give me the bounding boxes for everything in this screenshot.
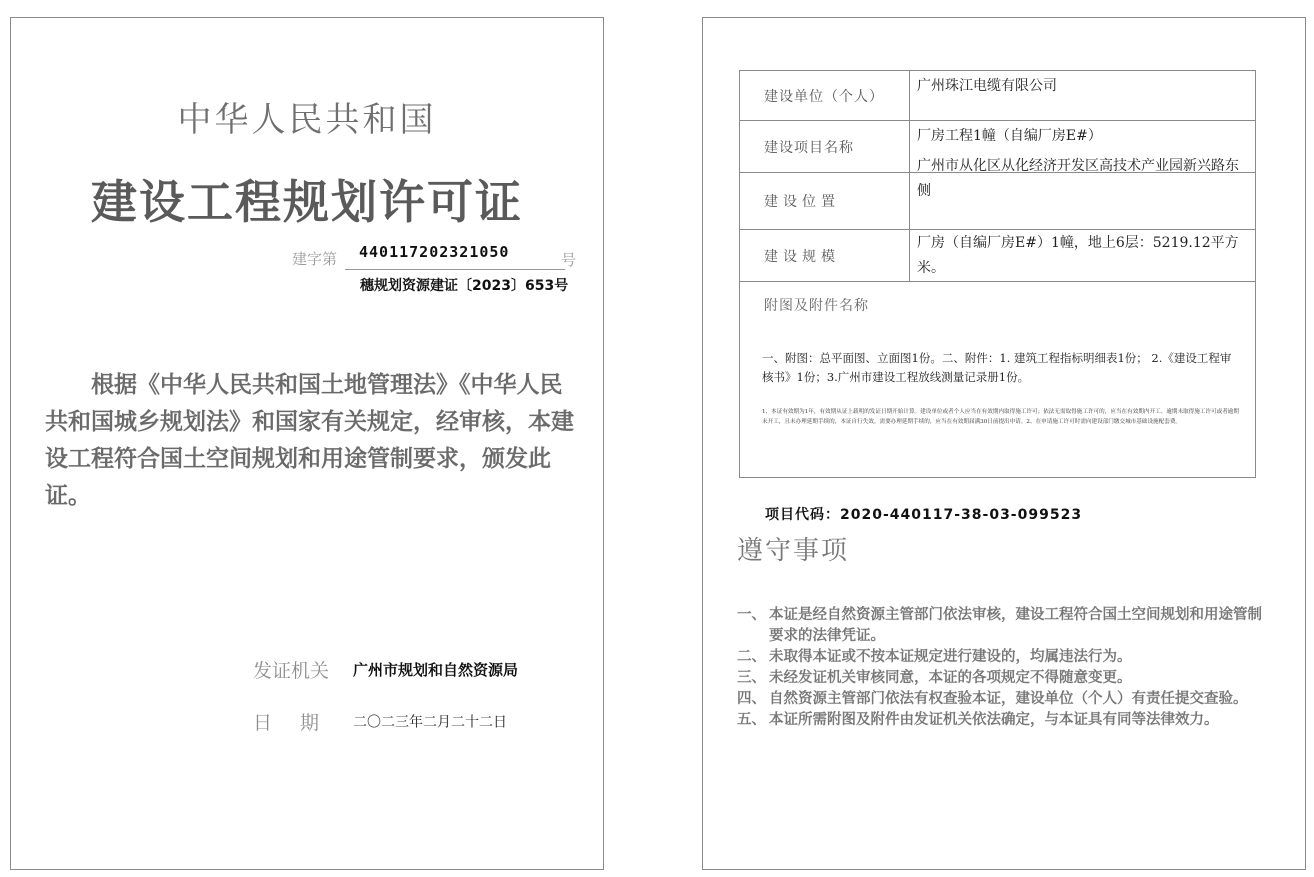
table-row-value: 广州市从化区从化经济开发区高技术产业园新兴路东侧 xyxy=(917,158,1239,199)
notice-text: 自然资源主管部门依法有权查验本证，建设单位（个人）有责任提交查验。 xyxy=(769,691,1248,707)
project-info-table xyxy=(739,70,1256,478)
certificate-number-underline xyxy=(345,269,565,270)
certificate-front-page xyxy=(10,17,604,870)
list-item xyxy=(737,605,1267,647)
table-row-label: 建设位置 xyxy=(740,173,910,229)
reference-number: 穗规划资源建证〔2023〕653号 xyxy=(360,278,569,294)
certificate-back-page xyxy=(702,17,1306,870)
table-row-value: 厂房（自编厂房E#）1幢，地上6层：5219.12平方米。 xyxy=(917,235,1239,276)
certificate-number-suffix: 号 xyxy=(561,251,577,269)
list-item xyxy=(737,668,1267,689)
attachments-label: 附图及附件名称 xyxy=(764,298,869,314)
issuer-value: 广州市规划和自然资源局 xyxy=(353,661,519,679)
date-label: 日期 xyxy=(253,712,348,734)
issuer-row xyxy=(253,656,518,683)
country-name: 中华人民共和国 xyxy=(177,100,437,140)
list-item xyxy=(737,710,1267,731)
table-row-label: 建设项目名称 xyxy=(740,121,910,172)
table-row-label: 建设单位（个人） xyxy=(740,71,910,120)
date-row xyxy=(253,708,507,735)
notice-text: 未取得本证或不按本证规定进行建设的，均属违法行为。 xyxy=(769,649,1132,665)
notice-text: 未经发证机关审核同意，本证的各项规定不得随意变更。 xyxy=(769,670,1132,686)
table-row-label: 建设规模 xyxy=(740,230,910,281)
list-item xyxy=(737,647,1267,668)
table-row-value: 厂房工程1幢（自编厂房E#） xyxy=(917,128,1102,144)
certificate-number: 440117202321050 xyxy=(359,243,510,261)
notice-marker: 四、 xyxy=(737,691,766,707)
table-row-value: 广州珠江电缆有限公司 xyxy=(917,78,1057,94)
notice-marker: 三、 xyxy=(737,670,766,686)
certificate-body-text: 根据《中华人民共和国土地管理法》《中华人民共和国城乡规划法》和国家有关规定，经审核，本建设工程符合国土空间规划和用途管制要求，颁发此证。 xyxy=(45,372,574,509)
table-row xyxy=(740,71,1255,121)
validity-fine-print: 1、本证有效期为1年，有效期从证上载明的发证日期开始计算。建设单位或者个人应当在有效期内取得施工许可；依法无需取得施工许可的，应当在有效期内开工。逾期未取得施工许可或者逾期未开工，且未办理延期手续的，本证自行失效。需要办理延期手续的，应当在有效期届满30日前提出申请。2、在申请施工许可时需向建设部门缴交城市基础设施配套费。 xyxy=(762,409,1239,425)
table-row xyxy=(740,230,1255,282)
notice-text: 本证所需附图及附件由发证机关依法确定，与本证具有同等法律效力。 xyxy=(769,712,1219,728)
notice-marker: 五、 xyxy=(737,712,766,728)
notice-marker: 二、 xyxy=(737,649,766,665)
certificate-title: 建设工程规划许可证 xyxy=(91,175,523,229)
table-row xyxy=(740,158,1255,230)
notice-marker: 一、 xyxy=(737,607,766,623)
project-code: 项目代码：2020-440117-38-03-099523 xyxy=(765,507,1083,523)
notice-title: 遵守事项 xyxy=(737,536,850,566)
date-value: 二〇二三年二月二十二日 xyxy=(353,714,507,731)
notice-list xyxy=(737,605,1267,731)
certificate-number-prefix: 建字第 xyxy=(292,250,338,268)
attachments-text: 一、附图：总平面图、立面图1份。二、附件：1. 建筑工程指标明细表1份； 2.《建设工程审核书》1份；3.广州市建设工程放线测量记录册1份。 xyxy=(762,351,1232,384)
issuer-label: 发证机关 xyxy=(253,660,330,682)
list-item xyxy=(737,689,1267,710)
notice-text: 本证是经自然资源主管部门依法审核，建设工程符合国土空间规划和用途管制要求的法律凭证。 xyxy=(769,607,1262,644)
